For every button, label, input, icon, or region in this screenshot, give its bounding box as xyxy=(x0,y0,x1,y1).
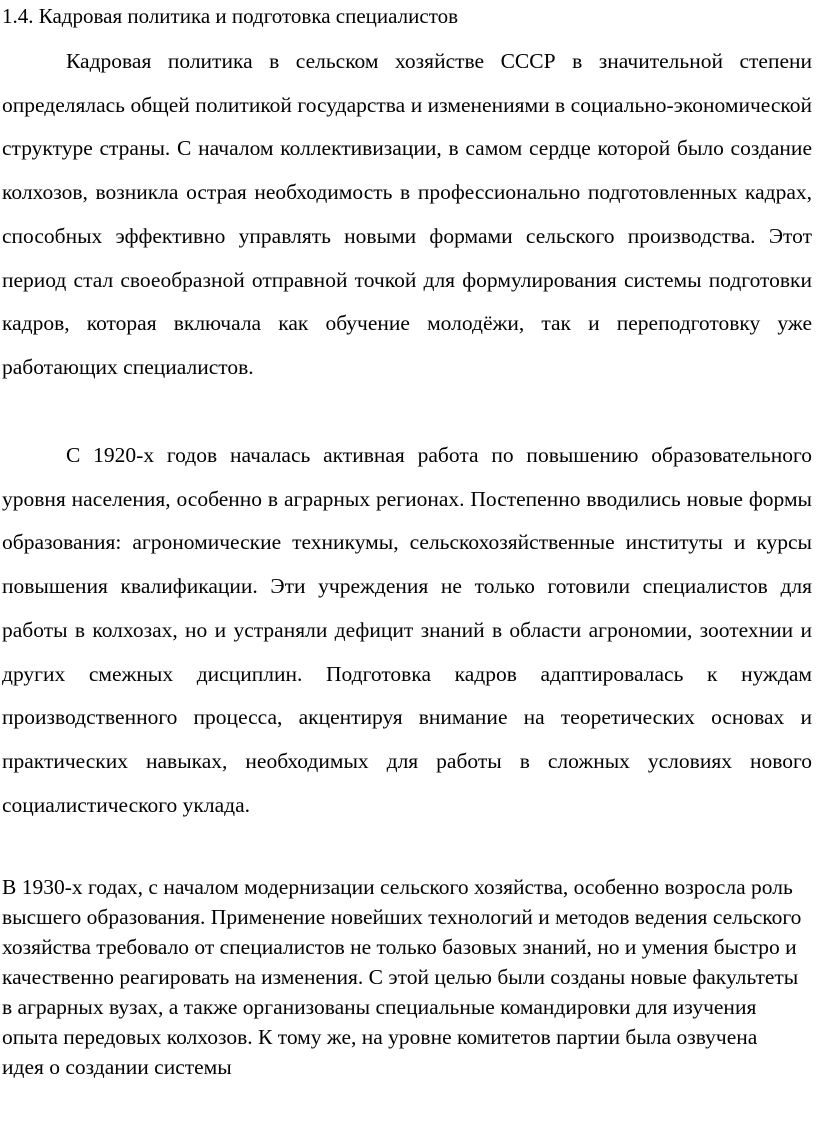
paragraph-1: Кадровая политика в сельском хозяйстве СССР в значительной степени определялась общей политикой государства и изменениями в социально-экономической структуре страны. С началом коллективизации, в самом сердце которой было создание колхозов, возникла острая необходимость в профессионально подготовленных кадрах, способных эффективно управлять новыми формами сельского производства. Этот период стал своеобразной отправной точкой для формулирования системы подготовки кадров, которая включала как обучение молодёжи, так и переподготовку уже работающих специалистов. xyxy=(2,49,812,379)
section-heading: 1.4. Кадровая политика и подготовка специалистов xyxy=(2,4,459,28)
paragraph-2: С 1920-х годов началась активная работа по повышению образовательного уровня населения, особенно в аграрных регионах. Постепенно вводились новые формы образования: агрономические техникумы, сельскохозяйственные институты и курсы повышения квалификации. Эти учреждения не только готовили специалистов для работы в колхозах, но и устраняли дефицит знаний в области агрономии, зоотехнии и других смежных дисциплин. Подготовка кадров адаптировалась к нуждам производственного процесса, акцентируя внимание на теоретических основах и практических навыках, необходимых для работы в сложных условиях нового социалистического уклада. xyxy=(2,443,812,817)
paragraph-3: В 1930-х годах, с началом модернизации сельского хозяйства, особенно возросла роль высшего образования. Применение новейших технологий и методов ведения сельского хозяйства требовало от специалистов не только базовых знаний, но и умения быстро и качественно реагировать на изменения. С этой целью были созданы новые факультеты в аграрных вузах, а также организованы специальные командировки для изучения опыта передовых колхозов. К тому же, на уровне комитетов партии была озвучена идея о создании системы xyxy=(2,875,802,1079)
